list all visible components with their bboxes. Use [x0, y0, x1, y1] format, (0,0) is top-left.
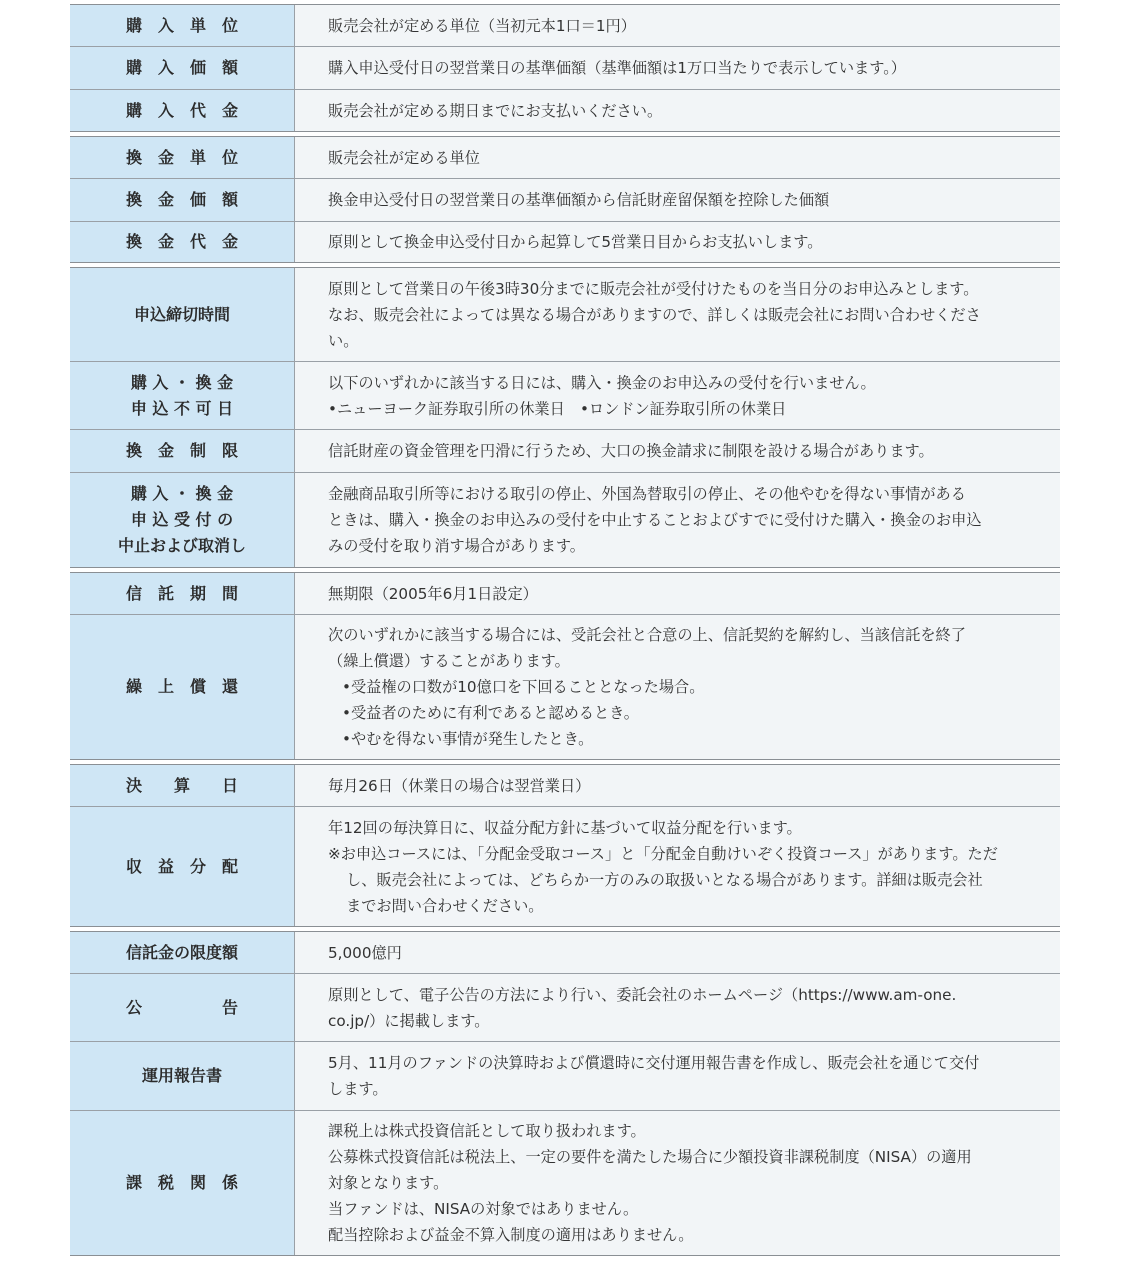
row-value: [295, 765, 1060, 806]
table-section: [70, 931, 1060, 1256]
table-section: [70, 267, 1060, 568]
table-row: [70, 573, 1060, 614]
row-label: [70, 47, 295, 89]
row-value: [295, 362, 1060, 429]
row-label: [70, 765, 295, 806]
row-value-line: 公募株式投資信託は税法上、一定の要件を満たした場合に少額投資非課税制度（NISA）の適用: [328, 1148, 972, 1166]
table-row: [70, 614, 1060, 759]
table-row: [70, 806, 1060, 926]
row-label-line: 申 込 不 可 日: [130, 398, 234, 418]
table-section: [70, 764, 1060, 927]
row-value-line: ときは、購入・換金のお申込みの受付を中止することおよびすでに受付けた購入・換金のお申込: [328, 511, 982, 529]
table-row: [70, 429, 1060, 472]
row-label: [70, 1111, 295, 1255]
row-value-line: •受益者のために有利であると認めるとき。: [342, 704, 639, 722]
table-section: [70, 136, 1060, 263]
row-label-line: 収 益 分 配: [125, 856, 238, 876]
row-value-line: 年12回の毎決算日に、収益分配方針に基づいて収益分配を行います。: [328, 818, 802, 837]
row-label: [70, 807, 295, 926]
row-value-line: 販売会社が定める単位（当初元本1口＝1円）: [328, 16, 636, 35]
row-label-line: 中止および取消し: [117, 536, 246, 555]
table-row: [70, 137, 1060, 178]
row-value-line: 購入申込受付日の翌営業日の基準価額（基準価額は1万口当たりで表示しています。）: [328, 59, 906, 77]
row-value-line: までお問い合わせください。: [346, 896, 544, 915]
table-row: [70, 1041, 1060, 1110]
row-value: [295, 974, 1060, 1041]
row-value: [295, 573, 1060, 614]
row-value: [295, 1111, 1060, 1255]
row-value: [295, 47, 1060, 89]
row-value-line: ※お申込コースには、「分配金受取コース」と「分配金自動けいぞく投資コース」があります。ただ: [328, 844, 998, 863]
row-value-line: co.jp/）に掲載します。: [328, 1011, 490, 1030]
row-value-line: い。: [328, 331, 359, 350]
row-label-line: 運用報告書: [141, 1066, 222, 1085]
row-label-line: 購 入 ・ 換 金: [130, 484, 234, 503]
row-value-line: 原則として営業日の午後3時30分までに販売会社が受付けたものを当日分のお申込みとします。: [328, 279, 979, 298]
row-value-line: （繰上償還）することがあります。: [328, 652, 570, 670]
row-label-line: 申込締切時間: [133, 304, 230, 324]
row-value-line: 換金申込受付日の翌営業日の基準価額から信託財産留保額を控除した価額: [328, 191, 830, 209]
row-value: [295, 90, 1060, 131]
row-label: [70, 932, 295, 973]
row-value: [295, 5, 1060, 46]
row-label: [70, 362, 295, 429]
table-section: [70, 4, 1060, 132]
row-label: [70, 430, 295, 472]
row-label: [70, 222, 295, 262]
table-row: [70, 1110, 1060, 1255]
table-row: [70, 89, 1060, 131]
row-value-line: •受益権の口数が10億口を下回ることとなった場合。: [342, 678, 705, 696]
row-value: [295, 179, 1060, 221]
row-label-line: 購 入 価 額: [125, 58, 238, 77]
row-value-line: •ニューヨーク証券取引所の休業日 •ロンドン証券取引所の休業日: [328, 399, 787, 418]
row-label-line: 換 金 代 金: [125, 232, 238, 251]
row-label-line: 公 告: [125, 997, 238, 1017]
table-row: [70, 268, 1060, 361]
row-label: [70, 974, 295, 1041]
row-label-line: 繰 上 償 還: [125, 677, 238, 696]
table-row: [70, 765, 1060, 806]
fund-procedures-table: [70, 4, 1060, 1260]
table-row: [70, 5, 1060, 46]
row-value-line: し、販売会社によっては、どちらか一方のみの取扱いとなる場合があります。詳細は販売会社: [346, 870, 983, 889]
row-label-line: 信 託 期 間: [125, 583, 238, 603]
row-value-line: 金融商品取引所等における取引の停止、外国為替取引の停止、その他やむを得ない事情がある: [328, 485, 966, 503]
table-row: [70, 932, 1060, 973]
row-label: [70, 137, 295, 178]
row-label-line: 換 金 制 限: [125, 441, 238, 460]
row-label-line: 決 算 日: [125, 775, 238, 795]
row-value: [295, 1042, 1060, 1110]
table-section: [70, 572, 1060, 760]
row-label-line: 購 入 単 位: [125, 15, 238, 35]
row-label-line: 換 金 価 額: [125, 190, 238, 209]
table-row: [70, 472, 1060, 567]
row-value-line: 配当控除および益金不算入制度の適用はありません。: [328, 1226, 694, 1244]
row-label: [70, 179, 295, 221]
row-label: [70, 573, 295, 614]
row-label: [70, 268, 295, 361]
row-value-line: 5,000億円: [328, 943, 402, 962]
row-value-line: 対象となります。: [328, 1174, 449, 1192]
row-value-line: なお、販売会社によっては異なる場合がありますので、詳しくは販売会社にお問い合わせくださ: [328, 305, 981, 324]
row-value-line: 販売会社が定める単位: [328, 148, 480, 167]
row-value-line: 無期限（2005年6月1日設定）: [328, 584, 538, 603]
row-value-line: 販売会社が定める期日までにお支払いください。: [328, 101, 663, 120]
row-value: [295, 222, 1060, 262]
row-value-line: 原則として換金申込受付日から起算して5営業日目からお支払いします。: [328, 233, 823, 251]
table-row: [70, 46, 1060, 89]
row-value-line: します。: [328, 1080, 388, 1098]
row-value-line: みの受付を取り消す場合があります。: [328, 537, 585, 555]
row-label: [70, 615, 295, 759]
row-label-line: 購 入 ・ 換 金: [130, 372, 234, 392]
row-label-line: 申 込 受 付 の: [130, 510, 234, 529]
row-value: [295, 430, 1060, 472]
row-value: [295, 615, 1060, 759]
row-label-line: 課 税 関 係: [125, 1173, 238, 1192]
table-row: [70, 973, 1060, 1041]
row-value-line: 以下のいずれかに該当する日には、購入・換金のお申込みの受付を行いません。: [328, 373, 876, 392]
row-value: [295, 807, 1060, 926]
row-value-line: •やむを得ない事情が発生したとき。: [342, 730, 594, 748]
table-row: [70, 221, 1060, 262]
row-value-line: 当ファンドは、NISAの対象ではありません。: [328, 1200, 639, 1218]
row-value-line: 5月、11月のファンドの決算時および償還時に交付運用報告書を作成し、販売会社を通じて交付: [328, 1054, 980, 1072]
row-label: [70, 1042, 295, 1110]
row-value-line: 毎月26日（休業日の場合は翌営業日）: [328, 776, 591, 795]
row-label: [70, 90, 295, 131]
row-label: [70, 473, 295, 567]
row-value: [295, 137, 1060, 178]
row-label-line: 換 金 単 位: [125, 147, 238, 167]
row-value-line: 課税上は株式投資信託として取り扱われます。: [328, 1122, 646, 1140]
row-value: [295, 932, 1060, 973]
row-label-line: 信託金の限度額: [125, 942, 238, 962]
table-row: [70, 361, 1060, 429]
row-label: [70, 5, 295, 46]
row-value-line: 原則として、電子公告の方法により行い、委託会社のホームページ（https://www.am-one.: [328, 985, 957, 1004]
row-value: [295, 473, 1060, 567]
row-value-line: 信託財産の資金管理を円滑に行うため、大口の換金請求に制限を設ける場合があります。: [328, 442, 934, 460]
table-row: [70, 178, 1060, 221]
row-value: [295, 268, 1060, 361]
row-value-line: 次のいずれかに該当する場合には、受託会社と合意の上、信託契約を解約し、当該信託を終了: [328, 626, 966, 644]
row-label-line: 購 入 代 金: [125, 100, 238, 120]
